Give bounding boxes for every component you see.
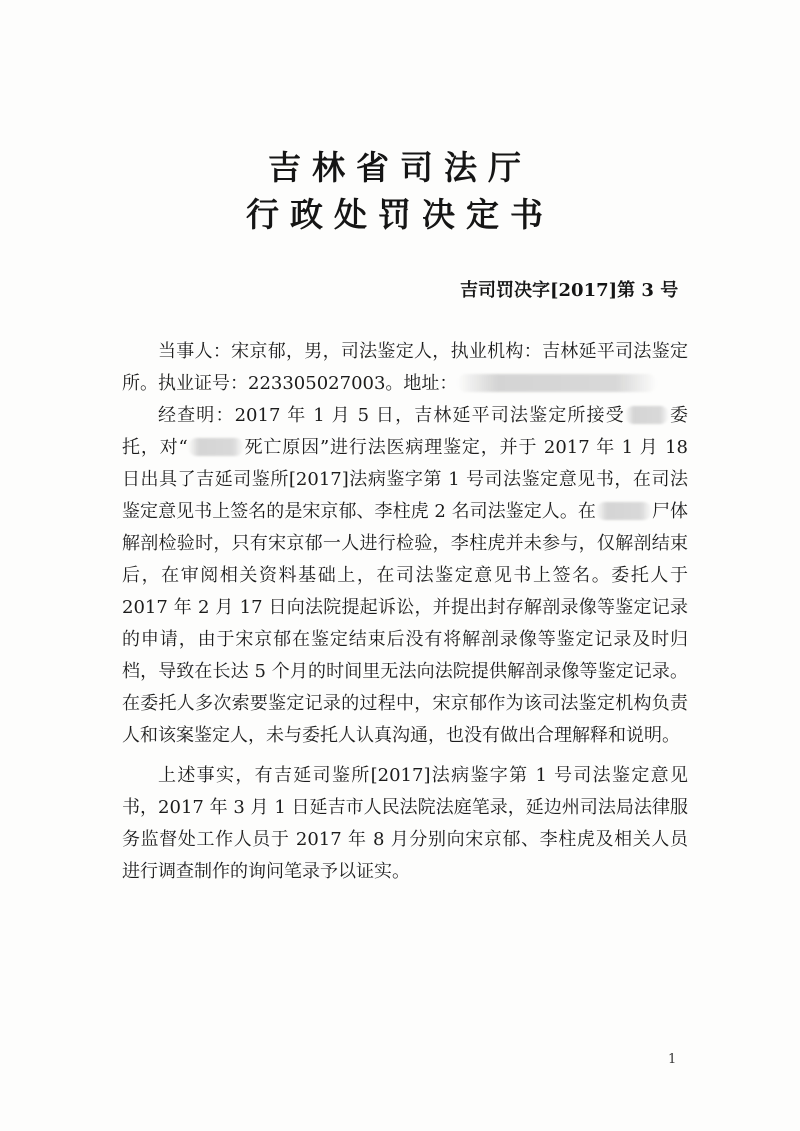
findings-text-a: 经查明：2017 年 1 月 5 日，吉林延平司法鉴定所接受	[158, 405, 625, 426]
redacted-deceased-name	[188, 438, 244, 456]
findings-text-c: 死亡原因”进行法医病理鉴定，并于 2017 年 1 月 18 日出具了吉延司鉴所[2017]法病鉴字第 1 号司法鉴定意见书，在司法鉴定意见书上签名的是宋京郁、李柱虎 2 名司法鉴定人。在	[122, 437, 689, 522]
page-number: 1	[668, 1052, 677, 1067]
findings-text-b: 委托，对“	[122, 405, 689, 458]
document-title-type: 行政处罚决定书	[246, 195, 554, 234]
redacted-client-name	[625, 406, 669, 424]
document-number: 吉司罚决字[2017]第 3 号	[460, 280, 679, 301]
document-title-authority: 吉林省司法厅	[268, 148, 532, 187]
redacted-deceased-name-2	[596, 502, 652, 520]
findings-text-d: 尸体解剖检验时，只有宋京郁一人进行检验，李柱虎并未参与，仅解剖结束后，在审阅相关资料基础上，在司法鉴定意见书上签名。委托人于 2017 年 2 月 17 日向法院提起诉讼，并提出封存解剖录像等鉴定记录的申请，由于宋京郁在鉴定结束后没有将解剖录像等鉴定记录及时归档，导致在长达 5 个月的时间里无法向法院提供解剖录像等鉴定记录。在委托人多次索要鉴定记录的过程中，宋京郁作为该司法鉴定机构负责人和该案鉴定人，未与委托人认真沟通，也没有做出合理解释和说明。	[122, 501, 688, 746]
evidence-paragraph: 上述事实，有吉延司鉴所[2017]法病鉴字第 1 号司法鉴定意见书，2017 年 3 月 1 日延吉市人民法院法庭笔录，延边州司法局法律服务监督处工作人员于 2017 年 8 月分别向宋京郁、李柱虎及相关人员进行调查制作的询问笔录予以证实。	[122, 765, 688, 882]
document-body	[122, 336, 688, 888]
party-text: 当事人：宋京郁，男，司法鉴定人，执业机构：吉林延平司法鉴定所。执业证号：223305027003。地址：	[122, 341, 688, 394]
findings-paragraph	[122, 400, 688, 752]
party-paragraph	[122, 336, 688, 400]
redacted-address	[457, 374, 657, 392]
